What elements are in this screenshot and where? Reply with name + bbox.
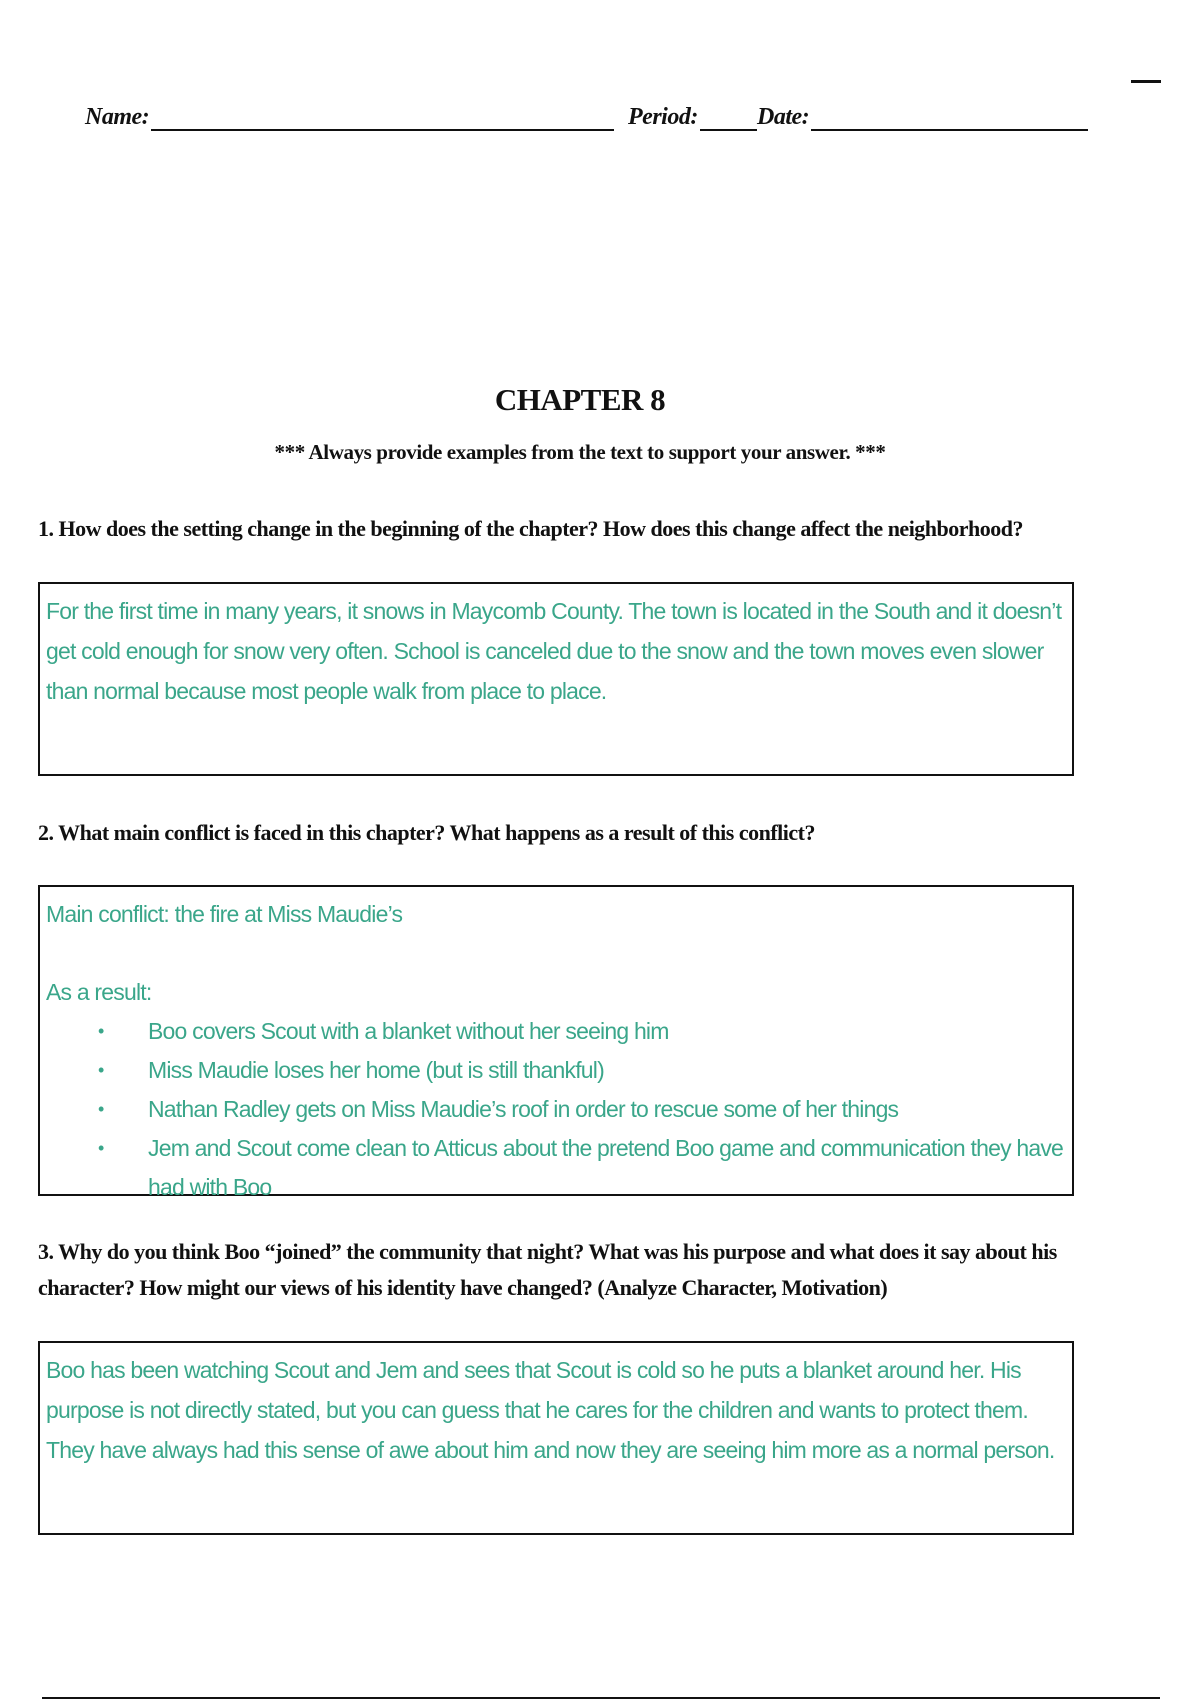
answer-2-intro: Main conflict: the fire at Miss Maudie’s <box>46 901 403 927</box>
date-field[interactable] <box>757 104 1088 131</box>
period-label: Period: <box>628 104 698 130</box>
date-label: Date: <box>757 104 810 130</box>
list-item <box>46 1090 1066 1129</box>
corner-dash <box>1131 80 1161 83</box>
instruction-text: *** Always provide examples from the text to support your answer. *** <box>274 440 886 464</box>
list-item <box>46 1129 1066 1207</box>
question-2: 2. What main conflict is faced in this chapter? What happens as a result of this conflict? <box>38 820 815 845</box>
date-blank-line[interactable] <box>811 105 1088 131</box>
list-item <box>46 1051 1066 1090</box>
list-item-text: Jem and Scout come clean to Atticus about the pretend Boo game and communication they have had with Boo <box>148 1135 1064 1200</box>
result-list <box>46 1012 1066 1207</box>
name-field[interactable] <box>85 104 614 131</box>
spacer <box>46 934 1066 972</box>
name-label: Name: <box>85 104 150 130</box>
answer-box-2[interactable] <box>38 885 1074 1200</box>
question-1: 1. How does the setting change in the beginning of the chapter? How does this change affect the neighborhood? <box>38 516 1024 541</box>
bullet-icon: • <box>98 1060 104 1080</box>
answer-box-3[interactable] <box>38 1341 1074 1535</box>
bottom-rule <box>42 1697 1160 1699</box>
period-field[interactable] <box>628 104 757 131</box>
answer-2-result-label: As a result: <box>46 979 152 1005</box>
list-item <box>46 1012 1066 1051</box>
name-blank-line[interactable] <box>151 105 614 131</box>
chapter-title: CHAPTER 8 <box>494 382 666 417</box>
bullet-icon: • <box>98 1021 104 1041</box>
answer-1-text: For the first time in many years, it snows in Maycomb County. The town is located in the South and it doesn’t get cold enough for snow very often. School is canceled due to the snow and the town moves even slower than normal because most people walk from place to place. <box>46 598 1062 704</box>
question-3: 3. Why do you think Boo “joined” the community that night? What was his purpose and what does it say about his character? How might our views of his identity have changed? (Analyze Character, Motivation) <box>38 1239 1057 1300</box>
worksheet-header <box>85 104 1075 144</box>
list-item-text: Miss Maudie loses her home (but is still thankful) <box>148 1057 604 1083</box>
list-item-text: Boo covers Scout with a blanket without her seeing him <box>148 1018 669 1044</box>
answer-3-text: Boo has been watching Scout and Jem and sees that Scout is cold so he puts a blanket around her. His purpose is not directly stated, but you can guess that he cares for the children and wants to protect them. They have always had this sense of awe about him and now they are seeing him more as a normal person. <box>46 1357 1055 1463</box>
bullet-icon: • <box>98 1099 104 1119</box>
list-item-text: Nathan Radley gets on Miss Maudie’s roof in order to rescue some of her things <box>148 1096 899 1122</box>
period-blank-line[interactable] <box>700 105 757 131</box>
answer-box-1[interactable] <box>38 582 1074 776</box>
bullet-icon: • <box>98 1138 104 1158</box>
